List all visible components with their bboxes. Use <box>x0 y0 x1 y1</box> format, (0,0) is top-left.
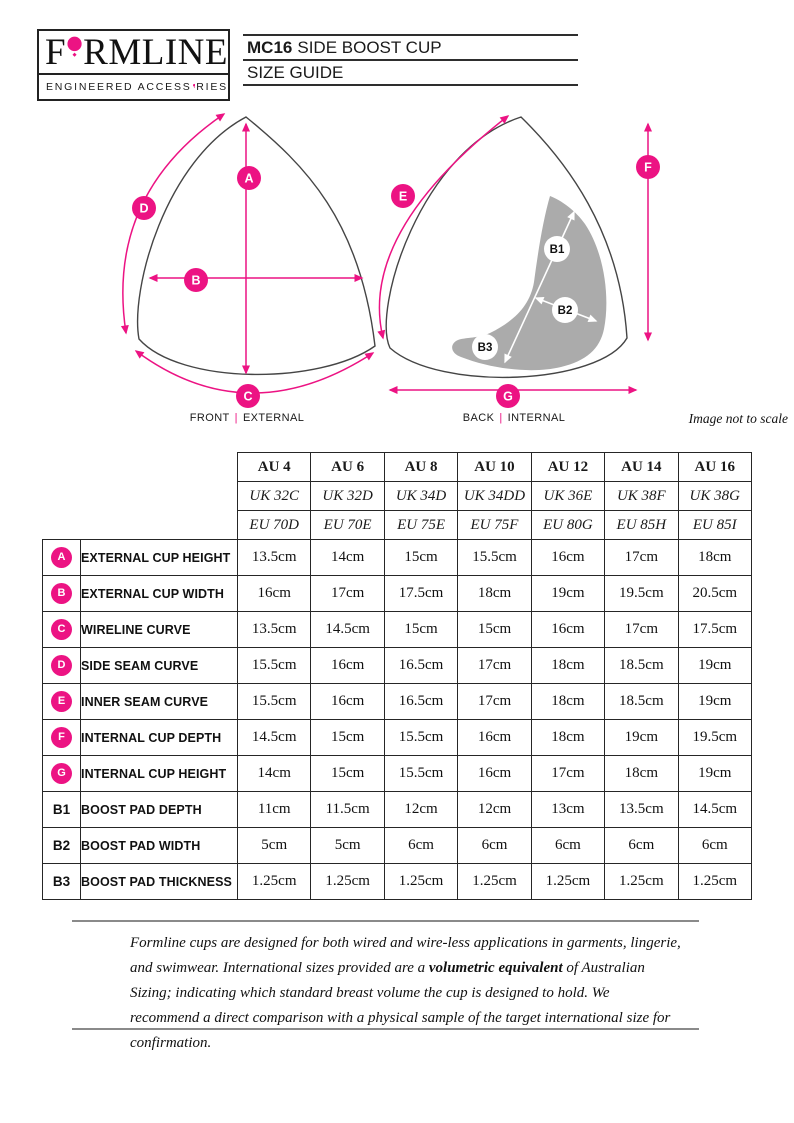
row-label: WIRELINE CURVE <box>81 612 238 648</box>
eu-size-row <box>43 511 752 540</box>
eu-size-header: EU 75E <box>384 511 457 540</box>
size-value-cell: 16cm <box>458 720 531 756</box>
au-size-header: AU 4 <box>238 453 311 482</box>
table-row <box>43 612 752 648</box>
table-row <box>43 648 752 684</box>
size-value-cell: 19cm <box>678 684 751 720</box>
size-value-cell: 15.5cm <box>384 720 457 756</box>
marker-a-label: A <box>244 171 254 186</box>
balloon-o-icon <box>67 33 82 63</box>
size-value-cell: 18cm <box>531 684 604 720</box>
size-value-cell: 13.5cm <box>238 612 311 648</box>
au-size-header: AU 8 <box>384 453 457 482</box>
row-label: INTERNAL CUP HEIGHT <box>81 756 238 792</box>
row-badge: A <box>51 547 72 568</box>
au-size-row <box>43 453 752 482</box>
size-value-cell: 18.5cm <box>605 684 678 720</box>
size-value-cell: 1.25cm <box>384 864 457 900</box>
size-value-cell: 19cm <box>678 756 751 792</box>
size-value-cell: 6cm <box>384 828 457 864</box>
marker-c-label: C <box>243 389 253 404</box>
uk-size-header: UK 32C <box>238 482 311 511</box>
size-value-cell: 6cm <box>458 828 531 864</box>
brand-wordmark <box>39 31 228 73</box>
measurement-diagram <box>0 100 794 435</box>
front-caption: FRONT | EXTERNAL <box>189 412 305 424</box>
table-row <box>43 828 752 864</box>
size-value-cell: 18cm <box>605 756 678 792</box>
size-value-cell: 15.5cm <box>238 648 311 684</box>
size-value-cell: 18cm <box>531 720 604 756</box>
size-value-cell: 5cm <box>238 828 311 864</box>
marker-b1-label: B1 <box>549 244 565 256</box>
size-value-cell: 5cm <box>311 828 384 864</box>
page-subtitle: SIZE GUIDE <box>247 63 344 82</box>
marker-g-label: G <box>503 389 513 404</box>
size-value-cell: 17.5cm <box>384 576 457 612</box>
eu-size-header: EU 75F <box>458 511 531 540</box>
footer-bold-text: volumetric equivalent <box>428 960 563 976</box>
size-value-cell: 16cm <box>311 684 384 720</box>
tagline-post: RIES <box>196 81 228 93</box>
size-value-cell: 19cm <box>605 720 678 756</box>
size-value-cell: 16cm <box>458 756 531 792</box>
size-value-cell: 15cm <box>384 540 457 576</box>
eu-size-header: EU 80G <box>531 511 604 540</box>
uk-size-header: UK 32D <box>311 482 384 511</box>
table-row <box>43 576 752 612</box>
size-value-cell: 14cm <box>238 756 311 792</box>
size-value-cell: 11.5cm <box>311 792 384 828</box>
size-value-cell: 13.5cm <box>605 792 678 828</box>
brand-logo <box>37 29 230 101</box>
size-value-cell: 1.25cm <box>678 864 751 900</box>
size-value-cell: 17cm <box>605 612 678 648</box>
size-value-cell: 1.25cm <box>238 864 311 900</box>
size-value-cell: 15cm <box>384 612 457 648</box>
size-value-cell: 18cm <box>678 540 751 576</box>
size-value-cell: 16cm <box>531 612 604 648</box>
size-value-cell: 19cm <box>678 648 751 684</box>
product-name: SIDE BOOST CUP <box>297 38 442 57</box>
uk-size-header: UK 36E <box>531 482 604 511</box>
size-value-cell: 19.5cm <box>678 720 751 756</box>
row-badge: F <box>51 727 72 748</box>
row-label: BOOST PAD WIDTH <box>81 828 238 864</box>
row-badge: G <box>51 763 72 784</box>
size-value-cell: 14.5cm <box>311 612 384 648</box>
table-row <box>43 684 752 720</box>
size-value-cell: 6cm <box>531 828 604 864</box>
row-label: EXTERNAL CUP HEIGHT <box>81 540 238 576</box>
uk-size-header: UK 38F <box>605 482 678 511</box>
row-label: BOOST PAD DEPTH <box>81 792 238 828</box>
row-badge: D <box>51 655 72 676</box>
marker-b2-label: B2 <box>557 305 573 317</box>
size-value-cell: 16.5cm <box>384 684 457 720</box>
size-value-cell: 18cm <box>531 648 604 684</box>
row-badge: B <box>51 583 72 604</box>
size-value-cell: 16cm <box>238 576 311 612</box>
size-value-cell: 17cm <box>311 576 384 612</box>
front-cup-outline <box>138 117 375 374</box>
size-value-cell: 15cm <box>458 612 531 648</box>
size-value-cell: 17cm <box>458 684 531 720</box>
size-value-cell: 19.5cm <box>605 576 678 612</box>
marker-e-label: E <box>398 189 408 204</box>
au-size-header: AU 10 <box>458 453 531 482</box>
row-label: INTERNAL CUP DEPTH <box>81 720 238 756</box>
row-badge: E <box>51 691 72 712</box>
size-value-cell: 1.25cm <box>605 864 678 900</box>
table-row <box>43 864 752 900</box>
size-value-cell: 15.5cm <box>238 684 311 720</box>
eu-size-header: EU 70E <box>311 511 384 540</box>
size-value-cell: 13.5cm <box>238 540 311 576</box>
size-value-cell: 18cm <box>458 576 531 612</box>
size-value-cell: 14.5cm <box>238 720 311 756</box>
eu-size-header: EU 85H <box>605 511 678 540</box>
size-value-cell: 6cm <box>678 828 751 864</box>
marker-f-label: F <box>644 160 652 175</box>
size-value-cell: 15.5cm <box>458 540 531 576</box>
footer-note <box>72 920 699 1051</box>
title-block <box>243 34 578 86</box>
wordmark-pre: F <box>45 31 67 73</box>
size-value-cell: 19cm <box>531 576 604 612</box>
size-value-cell: 1.25cm <box>311 864 384 900</box>
size-value-cell: 15cm <box>311 720 384 756</box>
scale-note: Image not to scale <box>688 411 788 426</box>
size-value-cell: 16cm <box>531 540 604 576</box>
uk-size-header: UK 34DD <box>458 482 531 511</box>
marker-d-label: D <box>139 201 149 216</box>
page-title <box>243 36 578 59</box>
size-value-cell: 20.5cm <box>678 576 751 612</box>
size-value-cell: 17.5cm <box>678 612 751 648</box>
au-size-header: AU 16 <box>678 453 751 482</box>
table-row <box>43 540 752 576</box>
size-value-cell: 15.5cm <box>384 756 457 792</box>
row-badge: B1 <box>52 801 71 817</box>
row-badge: C <box>51 619 72 640</box>
size-value-cell: 13cm <box>531 792 604 828</box>
size-value-cell: 16.5cm <box>384 648 457 684</box>
marker-b-label: B <box>191 273 201 288</box>
balloon-dot-icon <box>193 79 196 93</box>
title-rule <box>243 84 578 86</box>
back-caption: BACK | INTERNAL <box>462 412 566 424</box>
size-value-cell: 11cm <box>238 792 311 828</box>
table-row <box>43 756 752 792</box>
size-value-cell: 18.5cm <box>605 648 678 684</box>
size-value-cell: 12cm <box>384 792 457 828</box>
model-code: MC16 <box>247 38 293 57</box>
eu-size-header: EU 70D <box>238 511 311 540</box>
wordmark-post: RMLINE <box>83 31 228 73</box>
size-value-cell: 17cm <box>605 540 678 576</box>
eu-size-header: EU 85I <box>678 511 751 540</box>
size-value-cell: 6cm <box>605 828 678 864</box>
au-size-header: AU 12 <box>531 453 604 482</box>
size-table <box>42 452 752 900</box>
row-label: SIDE SEAM CURVE <box>81 648 238 684</box>
table-row <box>43 720 752 756</box>
au-size-header: AU 14 <box>605 453 678 482</box>
au-size-header: AU 6 <box>311 453 384 482</box>
brand-tagline <box>39 73 228 99</box>
row-badge: B2 <box>52 837 71 853</box>
uk-size-row <box>43 482 752 511</box>
row-label: INNER SEAM CURVE <box>81 684 238 720</box>
marker-b3-label: B3 <box>477 342 493 354</box>
footer-text: Formline cups are designed for both wired and wire-less applications in garments, lingerie, and swimwear. International sizes provided are a volumetric equivalent of Australian Sizing; indicating which standard breast volume the cup is designed to hold. We recommend a direct comparison with a physical sample of the target international size for confirmation. <box>130 935 681 1051</box>
size-value-cell: 17cm <box>531 756 604 792</box>
row-badge: B3 <box>52 873 71 889</box>
row-label: BOOST PAD THICKNESS <box>81 864 238 900</box>
size-value-cell: 1.25cm <box>458 864 531 900</box>
size-value-cell: 14.5cm <box>678 792 751 828</box>
size-value-cell: 14cm <box>311 540 384 576</box>
size-value-cell: 12cm <box>458 792 531 828</box>
size-value-cell: 16cm <box>311 648 384 684</box>
size-value-cell: 15cm <box>311 756 384 792</box>
size-value-cell: 17cm <box>458 648 531 684</box>
size-value-cell: 1.25cm <box>531 864 604 900</box>
uk-size-header: UK 34D <box>384 482 457 511</box>
table-row <box>43 792 752 828</box>
tagline-pre: ENGINEERED ACCESS <box>46 81 192 93</box>
uk-size-header: UK 38G <box>678 482 751 511</box>
row-label: EXTERNAL CUP WIDTH <box>81 576 238 612</box>
